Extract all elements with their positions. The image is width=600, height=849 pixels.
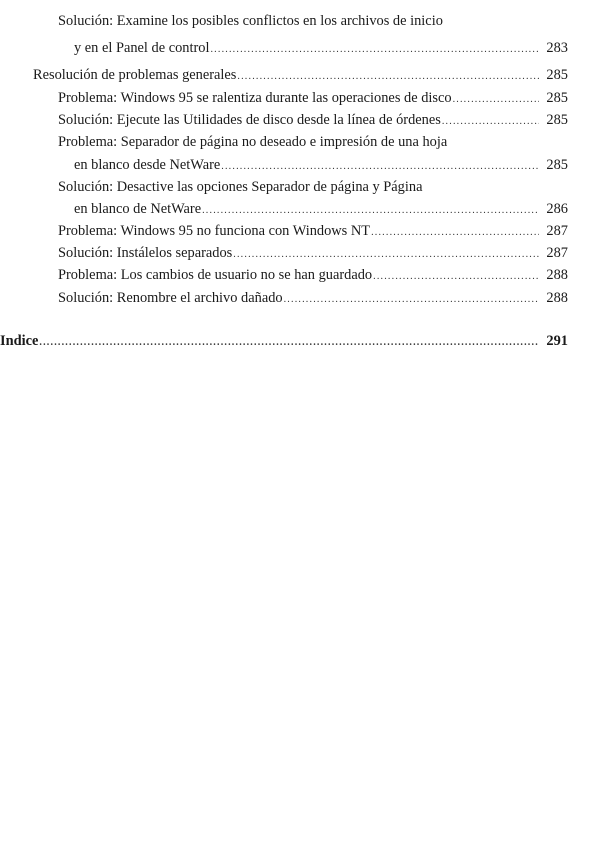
dot-leader [210, 40, 539, 60]
toc-section-title: Resolución de problemas generales [33, 67, 237, 83]
toc-entry [58, 265, 568, 285]
toc-chapter-title: Indice [0, 333, 39, 349]
toc-page-number: 288 [546, 290, 568, 306]
toc-entry-title: Problema: Windows 95 se ralentiza durante las operaciones de disco [58, 90, 452, 106]
toc-entry [74, 38, 568, 58]
toc-section [33, 65, 568, 85]
toc-page-number: 288 [546, 267, 568, 283]
toc-entry-text: Problema: Separador de página no deseado e impresión de una hoja [58, 134, 448, 150]
dot-leader [373, 267, 539, 287]
toc-entry-text: Solución: Examine los posibles conflictos en los archivos de inicio [58, 13, 443, 29]
dot-leader [284, 290, 539, 310]
toc-entry-title: en blanco de NetWare [74, 201, 202, 217]
dot-leader [371, 223, 539, 243]
toc-entry-title: Solución: Ejecute las Utilidades de disco desde la línea de órdenes [58, 112, 441, 128]
toc-page-number: 291 [546, 333, 568, 349]
toc-entry-title: Problema: Windows 95 no funciona con Windows NT [58, 223, 371, 239]
toc-entry [58, 243, 568, 263]
dot-leader [202, 201, 539, 221]
toc-entry-title: en blanco desde NetWare [74, 157, 221, 173]
toc-chapter [0, 331, 568, 351]
dot-leader [39, 333, 539, 353]
toc-entry [74, 199, 568, 219]
toc-page-number: 287 [546, 245, 568, 261]
toc-entry [58, 110, 568, 130]
toc-entry-title: Problema: Los cambios de usuario no se han guardado [58, 267, 373, 283]
toc-page-number: 285 [546, 90, 568, 106]
toc-entry-text: Solución: Desactive las opciones Separador de página y Página [58, 179, 423, 195]
toc-page-number: 286 [546, 201, 568, 217]
toc-entry [74, 155, 568, 175]
dot-leader [221, 157, 539, 177]
toc-page-number: 285 [546, 67, 568, 83]
toc-entry [58, 88, 568, 108]
toc-page-number: 287 [546, 223, 568, 239]
dot-leader [237, 67, 539, 87]
toc-entry-title: Solución: Renombre el archivo dañado [58, 290, 283, 306]
toc-page-number: 285 [546, 157, 568, 173]
toc-page-number: 283 [546, 40, 568, 56]
toc-entry-title: y en el Panel de control [74, 40, 210, 56]
toc-entry-title: Solución: Instálelos separados [58, 245, 233, 261]
dot-leader [453, 90, 539, 110]
toc-page-number: 285 [546, 112, 568, 128]
toc-entry [58, 288, 568, 308]
toc-entry [58, 221, 568, 241]
dot-leader [442, 112, 539, 132]
dot-leader [233, 245, 539, 265]
